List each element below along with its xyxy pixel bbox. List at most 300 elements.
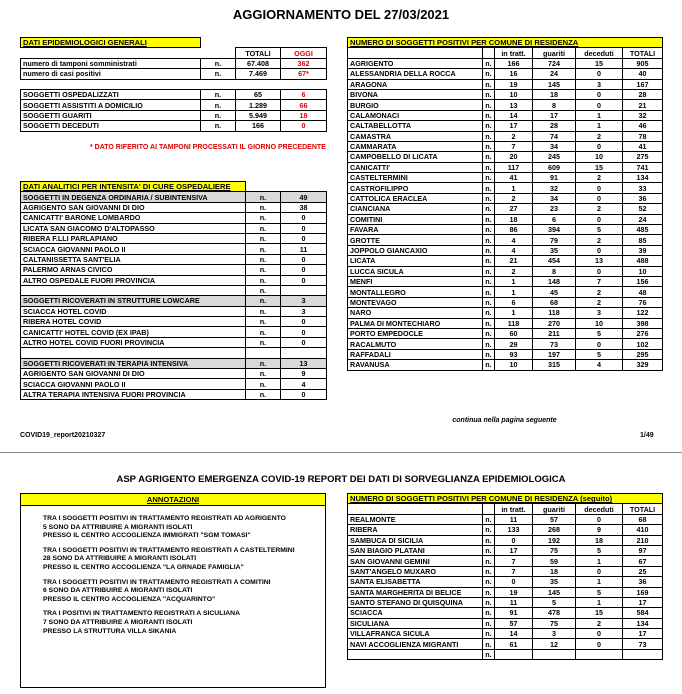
value-cell: 724 — [533, 58, 576, 68]
annotation-line: TRA I SOGGETTI POSITIVI IN TRATTAMENTO REGISTRATI A CASTELTERMINI — [43, 546, 295, 554]
value-cell: 3 — [533, 629, 576, 639]
value-cell: n. — [483, 110, 495, 120]
value-cell: n. — [483, 266, 495, 276]
value-cell: 24 — [533, 69, 576, 79]
hospital-row — [21, 223, 327, 233]
value-cell: n. — [483, 597, 495, 607]
general-header-row — [21, 38, 327, 48]
value-cell: 93 — [495, 349, 533, 359]
unit-cell: n. — [246, 369, 281, 379]
value-cell: 49 — [281, 192, 327, 202]
comuni2-row — [348, 577, 663, 587]
unit-cell: n. — [246, 265, 281, 275]
general-row — [21, 58, 327, 68]
value-cell: 34 — [533, 193, 576, 203]
value-cell: 268 — [533, 525, 576, 535]
value-cell: 11 — [281, 244, 327, 254]
comune-name: FAVARA — [348, 225, 483, 235]
table-cell — [483, 504, 495, 514]
value-cell: 18 — [576, 535, 623, 545]
comune-name: CASTELTERMINI — [348, 173, 483, 183]
value-cell: 39 — [623, 245, 663, 255]
value-cell: 905 — [623, 58, 663, 68]
row-label: ALTRO HOTEL COVID FUORI PROVINCIA — [21, 337, 246, 347]
value-cell: 315 — [533, 360, 576, 370]
value-cell: 2 — [576, 287, 623, 297]
comuni2-row — [348, 525, 663, 535]
comune-name: SAN GIOVANNI GEMINI — [348, 556, 483, 566]
value-cell: n. — [483, 577, 495, 587]
value-cell: 1 — [495, 308, 533, 318]
value-cell: 0 — [281, 233, 327, 243]
unit-cell: n. — [246, 202, 281, 212]
value-cell: 0 — [576, 629, 623, 639]
value-cell: 18 — [495, 214, 533, 224]
value-cell: 27 — [495, 204, 533, 214]
value-cell: 14 — [495, 110, 533, 120]
value-cell: 19 — [495, 79, 533, 89]
value-cell: 410 — [623, 525, 663, 535]
value-cell: 4 — [495, 235, 533, 245]
value-cell: 0 — [576, 183, 623, 193]
row-label: AGRIGENTO SAN GIOVANNI DI DIO — [21, 202, 246, 212]
value-cell: 192 — [533, 535, 576, 545]
value-cell: 25 — [623, 566, 663, 576]
value-cell: 41 — [623, 141, 663, 151]
annotation-paragraph — [43, 610, 325, 636]
annotation-line: 6 SONO DA ATTRIBUIRE A MIGRANTI ISOLATI — [43, 587, 193, 595]
value-cell: 4 — [281, 379, 327, 389]
value-cell: n. — [483, 121, 495, 131]
hospital-row — [21, 202, 327, 212]
table-cell — [348, 504, 483, 514]
value-cell: 394 — [533, 225, 576, 235]
oggi-value: 0 — [281, 121, 327, 131]
value-cell: 1 — [576, 121, 623, 131]
value-cell: 24 — [623, 214, 663, 224]
value-cell: 741 — [623, 162, 663, 172]
value-cell: 0 — [576, 566, 623, 576]
comune-name: AGRIGENTO — [348, 58, 483, 68]
comuni-row — [348, 360, 663, 370]
value-cell: 133 — [495, 525, 533, 535]
comuni-row — [348, 349, 663, 359]
value-cell: n. — [483, 256, 495, 266]
value-cell: n. — [483, 318, 495, 328]
annotation-line: PRESSO IL CENTRO ACCOGLIENZA "LA GRNADE FAMIGLIA" — [43, 563, 244, 571]
unit-cell: n. — [246, 223, 281, 233]
value-cell: 2 — [576, 297, 623, 307]
value-cell: 36 — [623, 577, 663, 587]
value-cell: 0 — [495, 577, 533, 587]
row-label: CANICATTI' BARONE LOMBARDO — [21, 213, 246, 223]
value-cell: 166 — [495, 58, 533, 68]
value-cell: 74 — [533, 131, 576, 141]
row-label: SOGGETTI GUARITI — [21, 110, 201, 120]
comune-name: PALMA DI MONTECHIARO — [348, 318, 483, 328]
totali-value: 7.469 — [236, 69, 281, 79]
value-cell: 10 — [576, 152, 623, 162]
unit-cell: n. — [246, 358, 281, 368]
hospital-row — [21, 254, 327, 264]
comune-name: SAN BIAGIO PLATANI — [348, 545, 483, 555]
comune-name: GROTTE — [348, 235, 483, 245]
value-cell: 4 — [495, 245, 533, 255]
page-number: 1/49 — [640, 432, 654, 439]
table-cell — [201, 48, 236, 58]
hospital-row — [21, 244, 327, 254]
value-cell: 18 — [533, 566, 576, 576]
value-cell: 0 — [281, 389, 327, 399]
value-cell: 5 — [576, 587, 623, 597]
comune-name: ARAGONA — [348, 79, 483, 89]
value-cell: n. — [483, 225, 495, 235]
comune-name: PORTO EMPEDOCLE — [348, 328, 483, 338]
value-cell: 57 — [533, 514, 576, 524]
value-cell: 7 — [576, 276, 623, 286]
row-label: CALTANISSETTA SANT'ELIA — [21, 254, 246, 264]
hospital-row — [21, 379, 327, 389]
hospital-row — [21, 327, 327, 337]
value-cell: 0 — [281, 213, 327, 223]
value-cell — [533, 649, 576, 659]
comuni-row — [348, 339, 663, 349]
section-header: NUMERO DI SOGGETTI POSITIVI PER COMUNE DI RESIDENZA — [348, 38, 663, 48]
comuni-row — [348, 318, 663, 328]
row-label: ALTRO OSPEDALE FUORI PROVINCIA — [21, 275, 246, 285]
continua-note: continua nella pagina seguente — [452, 417, 557, 424]
value-cell: 485 — [623, 225, 663, 235]
comune-name: RAFFADALI — [348, 349, 483, 359]
value-cell: 117 — [495, 162, 533, 172]
row-label — [21, 285, 246, 295]
value-cell: 76 — [623, 297, 663, 307]
comuni-row — [348, 58, 663, 68]
value-cell: n. — [483, 649, 495, 659]
comune-name: SANTA MARGHERITA DI BELICE — [348, 587, 483, 597]
value-cell: 5 — [576, 225, 623, 235]
value-cell: 68 — [533, 297, 576, 307]
comune-name: CALAMONACI — [348, 110, 483, 120]
unit-cell: n. — [246, 327, 281, 337]
value-cell: 60 — [495, 328, 533, 338]
value-cell: 169 — [623, 587, 663, 597]
value-cell: 52 — [623, 204, 663, 214]
unit-cell: n. — [246, 254, 281, 264]
comune-name: SCIACCA — [348, 608, 483, 618]
value-cell: 0 — [281, 337, 327, 347]
comuni2-row — [348, 514, 663, 524]
annotazioni-box — [20, 493, 326, 688]
comune-name: LICATA — [348, 256, 483, 266]
value-cell: 7 — [495, 141, 533, 151]
general-row — [21, 69, 327, 79]
comune-name: REALMONTE — [348, 514, 483, 524]
annotation-paragraph — [43, 515, 325, 541]
comune-name: NARO — [348, 308, 483, 318]
comuni2-row — [348, 587, 663, 597]
value-cell: 2 — [576, 235, 623, 245]
value-cell: n. — [483, 639, 495, 649]
value-cell: 6 — [533, 214, 576, 224]
value-cell: 1 — [576, 597, 623, 607]
value-cell: 11 — [495, 514, 533, 524]
table-cell — [281, 182, 327, 192]
comuni2-row — [348, 556, 663, 566]
value-cell: 0 — [281, 327, 327, 337]
annotation-line: PRESSO IL CENTRO ACCOGLIENZA "ACQUARINTO" — [43, 595, 216, 603]
value-cell: 41 — [495, 173, 533, 183]
totali-value: 67.408 — [236, 58, 281, 68]
section-header: NUMERO DI SOGGETTI POSITIVI PER COMUNE DI RESIDENZA (seguito) — [348, 494, 663, 504]
comune-name: VILLAFRANCA SICULA — [348, 629, 483, 639]
value-cell: 85 — [623, 235, 663, 245]
value-cell: 0 — [281, 317, 327, 327]
value-cell: 245 — [533, 152, 576, 162]
value-cell: n. — [483, 100, 495, 110]
value-cell: n. — [483, 58, 495, 68]
row-label: SOGGETTI OSPEDALIZZATI — [21, 89, 201, 99]
column-header: deceduti — [576, 504, 623, 514]
value-cell: 0 — [576, 245, 623, 255]
hospital-row — [21, 369, 327, 379]
value-cell: 91 — [533, 173, 576, 183]
comuni-row — [348, 245, 663, 255]
comuni-row — [348, 162, 663, 172]
value-cell: 10 — [495, 89, 533, 99]
comune-name: MONTEVAGO — [348, 297, 483, 307]
table-cell — [281, 38, 327, 48]
comune-name: CIANCIANA — [348, 204, 483, 214]
comuni-row — [348, 69, 663, 79]
value-cell: 2 — [576, 131, 623, 141]
comune-name: BIVONA — [348, 89, 483, 99]
comune-name — [348, 649, 483, 659]
table-cell — [236, 38, 281, 48]
value-cell: 73 — [533, 339, 576, 349]
column-header: TOTALI — [623, 48, 663, 58]
value-cell: 15 — [576, 162, 623, 172]
value-cell: n. — [483, 245, 495, 255]
comune-name: SAMBUCA DI SICILIA — [348, 535, 483, 545]
value-cell: n. — [483, 287, 495, 297]
comuni-row — [348, 308, 663, 318]
value-cell: 57 — [495, 618, 533, 628]
spacer-row — [21, 79, 327, 89]
value-cell: 86 — [495, 225, 533, 235]
value-cell: n. — [483, 556, 495, 566]
column-header-oggi: OGGI — [281, 48, 327, 58]
table-cell — [21, 79, 201, 89]
value-cell: 0 — [281, 223, 327, 233]
value-cell: 3 — [281, 306, 327, 316]
oggi-value: 67* — [281, 69, 327, 79]
comuni-row — [348, 266, 663, 276]
hospital-row — [21, 275, 327, 285]
value-cell: 0 — [576, 639, 623, 649]
comuni-row — [348, 235, 663, 245]
comuni-row — [348, 328, 663, 338]
value-cell: 32 — [533, 183, 576, 193]
value-cell: 21 — [623, 100, 663, 110]
hospital-row — [21, 358, 327, 368]
row-label: numero di casi positivi — [21, 69, 201, 79]
comune-name: COMITINI — [348, 214, 483, 224]
value-cell: 167 — [623, 79, 663, 89]
comune-name: RAVANUSA — [348, 360, 483, 370]
value-cell: n. — [483, 297, 495, 307]
value-cell: 0 — [495, 535, 533, 545]
annotation-line: TRA I SOGGETTI POSITIVI IN TRATTAMENTO REGISTRATI A COMITINI — [43, 578, 271, 586]
value-cell: 197 — [533, 349, 576, 359]
value-cell: 75 — [533, 545, 576, 555]
hospital-intensity-table — [20, 181, 327, 400]
comuni-row — [348, 173, 663, 183]
unit-cell: n. — [246, 244, 281, 254]
value-cell: 122 — [623, 308, 663, 318]
value-cell: n. — [483, 608, 495, 618]
comuni-colheader-row — [348, 48, 663, 58]
value-cell: 270 — [533, 318, 576, 328]
unit-cell: n. — [246, 233, 281, 243]
value-cell: 8 — [533, 100, 576, 110]
value-cell: 28 — [533, 121, 576, 131]
value-cell: 10 — [623, 266, 663, 276]
hospital-row — [21, 285, 327, 295]
value-cell: 32 — [623, 110, 663, 120]
value-cell: 13 — [281, 358, 327, 368]
value-cell — [623, 649, 663, 659]
comuni-row — [348, 141, 663, 151]
unit-cell: n. — [201, 58, 236, 68]
value-cell: 12 — [533, 639, 576, 649]
general-data-table — [20, 37, 327, 132]
value-cell: 29 — [495, 339, 533, 349]
comuni-row — [348, 287, 663, 297]
comune-name: CAMPOBELLO DI LICATA — [348, 152, 483, 162]
value-cell: n. — [483, 545, 495, 555]
comuni-row — [348, 131, 663, 141]
comune-name: RIBERA — [348, 525, 483, 535]
annotazioni-header: ANNOTAZIONI — [21, 494, 325, 506]
annotation-line: 7 SONO DA ATTRIBUIRE A MIGRANTI ISOLATI — [43, 618, 193, 626]
value-cell: 35 — [533, 245, 576, 255]
table-cell — [21, 48, 201, 58]
value-cell: 16 — [495, 69, 533, 79]
value-cell: 36 — [623, 193, 663, 203]
value-cell: 0 — [281, 275, 327, 285]
comune-name: JOPPOLO GIANCAXIO — [348, 245, 483, 255]
row-label: RIBERA F.LLI PARLAPIANO — [21, 233, 246, 243]
section-header: DATI EPIDEMIOLOGICI GENERALI — [21, 38, 201, 48]
oggi-value: 18 — [281, 110, 327, 120]
comuni-header-row — [348, 38, 663, 48]
value-cell: 2 — [495, 193, 533, 203]
value-cell: n. — [483, 69, 495, 79]
unit-cell: n. — [246, 285, 281, 295]
value-cell: n. — [483, 193, 495, 203]
annotation-line: TRA I SOGGETTI POSITIVI IN TRATTAMENTO REGISTRATI AD AGRIGENTO — [43, 515, 286, 522]
value-cell: 0 — [576, 514, 623, 524]
annotation-line: PRESSO LA STRUTTURA VILLA SIKANIA — [43, 627, 177, 635]
totali-value: 5.949 — [236, 110, 281, 120]
value-cell: 398 — [623, 318, 663, 328]
comuni2-row — [348, 629, 663, 639]
row-label: SOGGETTI IN DEGENZA ORDINARIA / SUBINTENSIVA — [21, 192, 246, 202]
annotazioni-body — [21, 506, 325, 636]
row-label: ALTRA TERAPIA INTENSIVA FUORI PROVINCIA — [21, 389, 246, 399]
table-cell — [246, 182, 281, 192]
row-label: CANICATTI' HOTEL COVID (EX IPAB) — [21, 327, 246, 337]
value-cell: n. — [483, 618, 495, 628]
value-cell: 67 — [623, 556, 663, 566]
row-label: SOGGETTI DECEDUTI — [21, 121, 201, 131]
comuni-row — [348, 89, 663, 99]
value-cell: n. — [483, 349, 495, 359]
hospital-row — [21, 213, 327, 223]
value-cell: 2 — [576, 173, 623, 183]
value-cell: 2 — [495, 266, 533, 276]
unit-cell: n. — [246, 317, 281, 327]
value-cell: 1 — [576, 556, 623, 566]
row-label — [21, 348, 246, 358]
comune-name: CAMMARATA — [348, 141, 483, 151]
unit-cell: n. — [201, 89, 236, 99]
value-cell: 61 — [495, 639, 533, 649]
value-cell: 23 — [533, 204, 576, 214]
comuni2-row — [348, 639, 663, 649]
value-cell: 79 — [533, 235, 576, 245]
value-cell: n. — [483, 152, 495, 162]
row-label: SOGGETTI RICOVERATI IN STRUTTURE LOWCARE — [21, 296, 246, 306]
value-cell: 21 — [495, 256, 533, 266]
value-cell: 9 — [576, 525, 623, 535]
value-cell: 38 — [281, 202, 327, 212]
value-cell: n. — [483, 276, 495, 286]
comune-name: SANTO STEFANO DI QUISQUINA — [348, 597, 483, 607]
value-cell: n. — [483, 183, 495, 193]
hospital-row — [21, 265, 327, 275]
value-cell: 2 — [576, 204, 623, 214]
comuni-row — [348, 121, 663, 131]
row-label: RIBERA HOTEL COVID — [21, 317, 246, 327]
hospital-row — [21, 296, 327, 306]
value-cell: n. — [483, 587, 495, 597]
value-cell: 3 — [576, 79, 623, 89]
value-cell: 13 — [576, 256, 623, 266]
hospital-row — [21, 233, 327, 243]
value-cell: n. — [483, 141, 495, 151]
comuni-row — [348, 110, 663, 120]
value-cell: 295 — [623, 349, 663, 359]
comune-name: CALTABELLOTTA — [348, 121, 483, 131]
comuni2-header-row — [348, 494, 663, 504]
value-cell: 0 — [576, 100, 623, 110]
value-cell: 17 — [495, 545, 533, 555]
comuni-row — [348, 256, 663, 266]
value-cell: 68 — [623, 514, 663, 524]
value-cell: 46 — [623, 121, 663, 131]
value-cell: 276 — [623, 328, 663, 338]
value-cell: n. — [483, 514, 495, 524]
value-cell: 40 — [623, 69, 663, 79]
row-label: PALERMO ARNAS CIVICO — [21, 265, 246, 275]
section-header: DATI ANALITICI PER INTENSITA' DI CURE OSPEDALIERE — [21, 182, 246, 192]
column-header: in tratt. — [495, 48, 533, 58]
value-cell: n. — [483, 308, 495, 318]
comune-name: SICULIANA — [348, 618, 483, 628]
value-cell: 73 — [623, 639, 663, 649]
